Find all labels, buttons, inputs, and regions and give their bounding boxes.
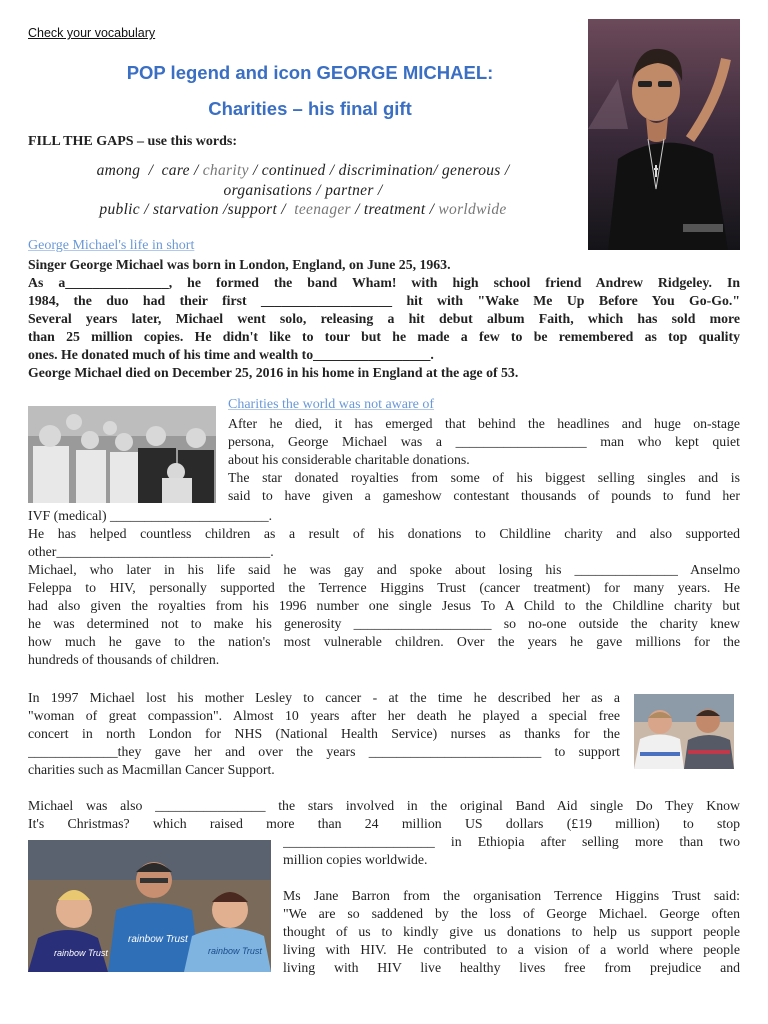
mother-line-5: charities such as Macmillan Cancer Support.	[28, 762, 275, 777]
word-treatment: treatment	[363, 201, 426, 218]
separator: /	[355, 201, 360, 218]
separator: /	[429, 201, 435, 218]
word-public: public	[99, 201, 140, 218]
group-photo-bw	[28, 406, 216, 503]
wordbank-line-3	[28, 201, 578, 219]
mother-line-3: concert in north London for NHS (National Health Service) nurses as thanks for the	[28, 726, 620, 741]
charity-right-line-4: The star donated royalties from some of his biggest selling singles and is	[228, 470, 740, 485]
mother-line-4: _____________they gave her and over the years _________________________ to support	[28, 744, 620, 759]
shirt-text-right: rainbow Trust	[208, 946, 262, 956]
word-discrimination: discrimination	[338, 162, 434, 179]
two-men-photo	[634, 694, 734, 769]
page-subtitle: Charities – his final gift	[208, 98, 412, 119]
separator: /	[223, 201, 228, 218]
barron-line-5: living with HIV live healthy lives free from prejudice and	[283, 960, 740, 975]
bandaid-line-1: Michael was also ________________ the stars involved in the original Band Aid single Do They Know	[28, 798, 740, 813]
charity-right-line-5: said to have given a gameshow contestant thousands of pounds to fund her	[228, 488, 740, 503]
charity-line-1: IVF (medical) _______________________.	[28, 508, 273, 523]
charity-line-5: Feleppa to HIV, personally supported the Terrence Higgins Trust (cancer treatment) for many years. He	[28, 580, 740, 595]
barron-line-3: thought of us to kindly give us donations to help us support people	[283, 924, 740, 939]
page-title: POP legend and icon GEORGE MICHAEL:	[126, 62, 494, 83]
life-line-3: 1984, the duo had their first ___________________ hit with "Wake Me Up Before You Go-Go."	[28, 293, 740, 308]
charity-right-line-1: After he died, it has emerged that behind the headlines and huge on-stage	[228, 416, 740, 431]
bandaid-right-line-2: million copies worldwide.	[283, 852, 428, 867]
separator: /	[252, 162, 258, 179]
word-care: care	[161, 162, 190, 179]
bandaid-line-2: It's Christmas? which raised more than 24 million US dollars (£19 million) to stop	[28, 816, 740, 831]
separator: /	[281, 201, 286, 218]
charity-line-3: other_______________________________.	[28, 544, 274, 559]
bandaid-right-line-1: ______________________ in Ethiopia after selling more than two	[283, 834, 740, 849]
charity-line-6: had also given the royalties from his 1996 number one single Jesus To A Child to the Childline charity but	[28, 598, 740, 613]
charity-line-9: hundreds of thousands of children.	[28, 652, 220, 667]
life-line-7: George Michael died on December 25, 2016 in his home in England at the age of 53.	[28, 365, 519, 380]
charity-line-2: He has helped countless children as a result of his donations to Childline charity and also supported	[28, 526, 740, 541]
barron-line-2: "We are so saddened by the loss of George Michael. George often	[283, 906, 740, 921]
wordbank-line-2: organisations / partner /	[223, 182, 383, 199]
charity-right-line-3: about his considerable charitable donations.	[228, 452, 470, 467]
section-heading-charities: Charities the world was not aware of	[228, 397, 435, 412]
rainbow-trust-photo	[28, 840, 271, 972]
separator: /	[148, 162, 154, 179]
barron-line-4: living with HIV. He contributed to a vision of a world where people	[283, 942, 740, 957]
separator: /	[433, 162, 438, 179]
word-continued: continued	[261, 162, 326, 179]
check-vocabulary-label: Check your vocabulary	[28, 26, 156, 40]
separator: /	[329, 162, 335, 179]
shirt-text-left: rainbow Trust	[54, 948, 108, 958]
separator: /	[504, 162, 510, 179]
charity-line-4: Michael, who later in his life said he was gay and spoke about losing his _______________ Anselmo	[28, 562, 740, 577]
life-line-4: Several years later, Michael went solo, releasing a hit debut album Faith, which has sold more	[28, 311, 740, 326]
mother-line-2: "woman of great compassion". Almost 10 years after her death he played a special free	[28, 708, 620, 723]
barron-line-1: Ms Jane Barron from the organisation Terrence Higgins Trust said:	[283, 888, 740, 903]
separator: /	[144, 201, 149, 218]
charity-line-8: how much he gave to the nation's most vulnerable children. Over the years he gave millions for the	[28, 634, 740, 649]
word-support: support	[227, 201, 278, 218]
word-charity: charity	[202, 162, 249, 179]
shirt-text-center: rainbow Trust	[128, 934, 188, 945]
life-line-6: ones. He donated much of his time and wealth to_________________.	[28, 347, 434, 362]
life-line-1: Singer George Michael was born in London, England, on June 25, 1963.	[28, 257, 451, 272]
wordbank-line-1	[28, 162, 578, 180]
george-michael-photo	[588, 19, 740, 250]
word-generous: generous	[441, 162, 501, 179]
word-teenager: teenager	[294, 201, 351, 218]
life-line-5: than 25 million copies. He didn't like to tour but he made a few to be remembered as top quality	[28, 329, 740, 344]
word-starvation: starvation	[152, 201, 219, 218]
separator: /	[193, 162, 199, 179]
section-heading-life: George Michael's life in short	[28, 238, 195, 253]
charity-right-line-2: persona, George Michael was a ___________________ man who kept quiet	[228, 434, 740, 449]
charity-line-7: he was determined not to make his generosity ____________________ so no-one outside the charity knew	[28, 616, 740, 631]
instructions-text: FILL THE GAPS – use this words:	[28, 134, 238, 149]
mother-line-1: In 1997 Michael lost his mother Lesley to cancer - at the time he described her as a	[28, 690, 620, 705]
word-among: among	[96, 162, 141, 179]
word-worldwide: worldwide	[438, 201, 507, 218]
life-line-2: As a_______________, he formed the band Wham! with high school friend Andrew Ridgeley. In	[28, 275, 740, 290]
